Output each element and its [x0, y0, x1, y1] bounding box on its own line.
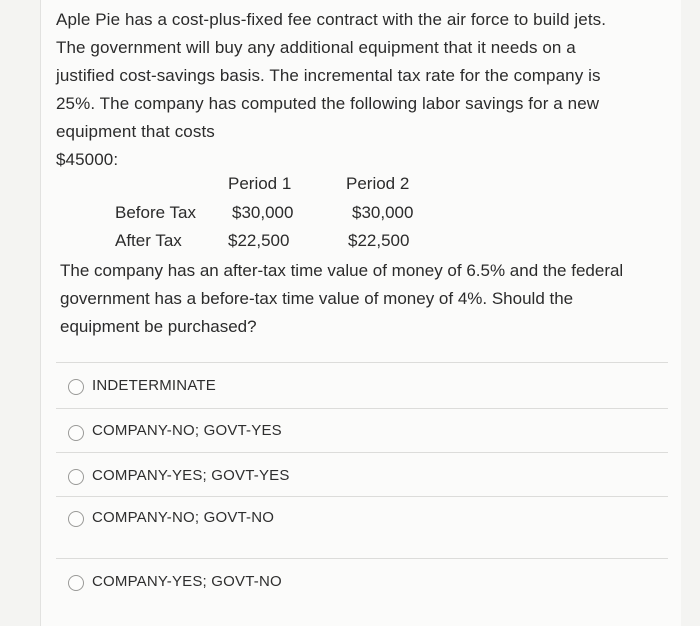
question-text: [56, 6, 666, 174]
question-line: justified cost-savings basis. The incremental tax rate for the company is: [56, 66, 601, 85]
radio-button[interactable]: [68, 575, 84, 591]
option-label: COMPANY-NO; GOVT-YES: [92, 422, 282, 439]
question-line: The government will buy any additional equipment that it needs on a: [56, 38, 576, 57]
table-header-period-1: Period 1: [228, 174, 292, 193]
table-header-period-2: Period 2: [346, 174, 410, 193]
cell-before-tax-p1: $30,000: [232, 203, 294, 222]
option-label: COMPANY-YES; GOVT-NO: [92, 573, 282, 590]
question-line: 25%. The company has computed the following labor savings for a new: [56, 94, 600, 113]
option-company-no-govt-yes[interactable]: [56, 408, 668, 453]
cell-before-tax-p2: $30,000: [352, 203, 414, 222]
option-company-yes-govt-yes[interactable]: [56, 452, 668, 497]
option-label: COMPANY-YES; GOVT-YES: [92, 467, 290, 484]
row-label-after-tax: After Tax: [115, 231, 182, 250]
radio-button[interactable]: [68, 379, 84, 395]
radio-button[interactable]: [68, 511, 84, 527]
question-line: equipment that costs: [56, 122, 215, 141]
question-followup: [60, 257, 670, 341]
cell-after-tax-p2: $22,500: [348, 231, 410, 250]
cell-after-tax-p1: $22,500: [228, 231, 290, 250]
option-indeterminate[interactable]: [56, 362, 668, 409]
followup-line: government has a before-tax time value of money of 4%. Should the: [60, 289, 574, 308]
savings-table: [56, 172, 476, 256]
question-line: $45000:: [56, 150, 119, 169]
option-company-yes-govt-no[interactable]: [56, 558, 668, 621]
option-company-no-govt-no[interactable]: [56, 496, 668, 559]
row-label-before-tax: Before Tax: [115, 203, 196, 222]
option-label: COMPANY-NO; GOVT-NO: [92, 509, 275, 526]
option-label: INDETERMINATE: [92, 377, 216, 394]
followup-line: equipment be purchased?: [60, 317, 257, 336]
radio-button[interactable]: [68, 469, 84, 485]
followup-line: The company has an after-tax time value of money of 6.5% and the federal: [60, 261, 624, 280]
question-line: Aple Pie has a cost-plus-fixed fee contract with the air force to build jets.: [56, 10, 607, 29]
radio-button[interactable]: [68, 425, 84, 441]
